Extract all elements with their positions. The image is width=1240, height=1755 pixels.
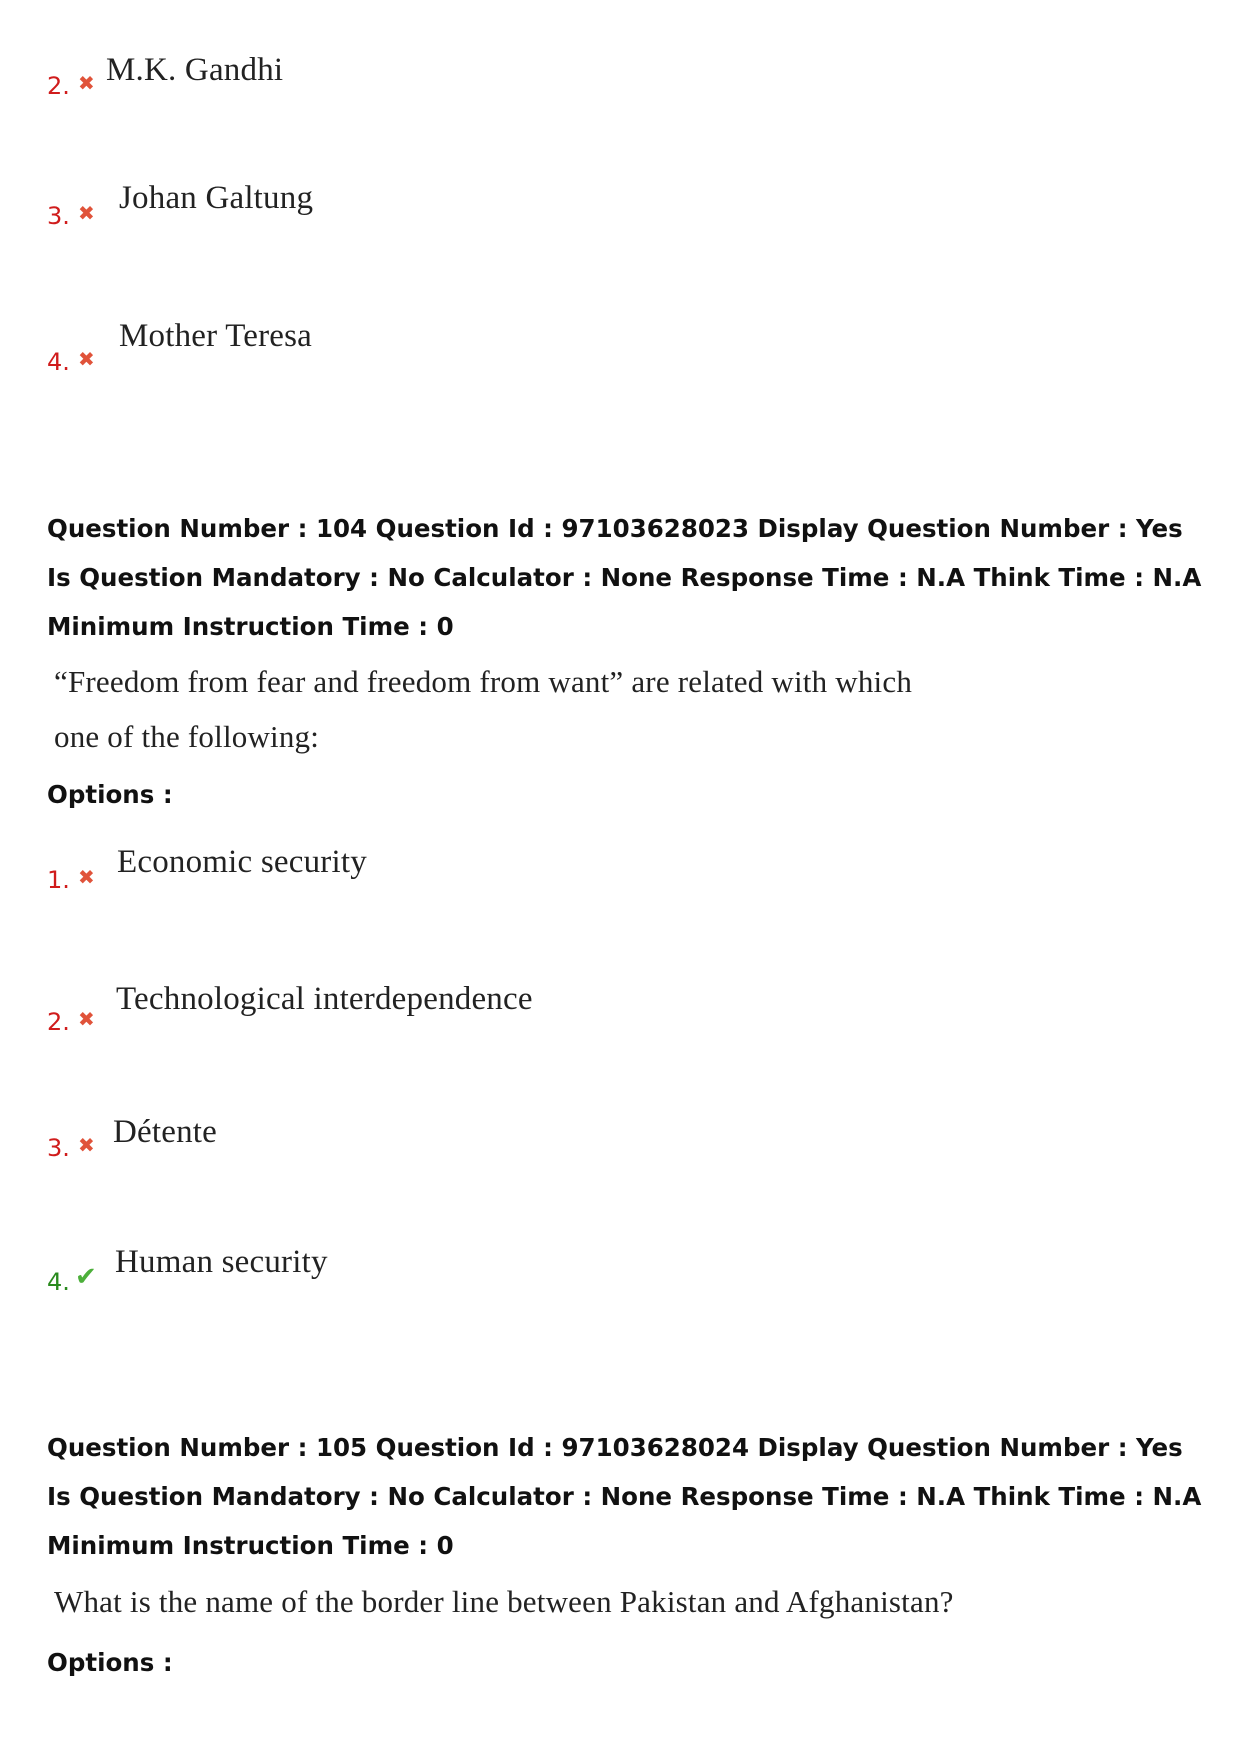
options-label-105: Options : — [47, 1648, 173, 1677]
option-number: 3. — [47, 202, 70, 230]
question-meta-105: Question Number : 105 Question Id : 97103628024 Display Question Number : Yes Is Question Mandatory : No Calculator : None Response Time : N.A Think Time : N.A Minimum Instruction Time : 0 — [47, 1433, 1202, 1560]
option-number: 2. — [47, 1008, 70, 1036]
option-text: Technological interdependence — [116, 981, 533, 1017]
options-label-104: Options : — [47, 780, 173, 809]
question-text-105: What is the name of the border line between Pakistan and Afghanistan? — [54, 1584, 954, 1619]
wrong-mark-icon: ✖ — [78, 1133, 95, 1157]
check-mark-icon: ✔ — [75, 1262, 97, 1292]
wrong-mark-icon: ✖ — [78, 1007, 95, 1031]
option-text: Détente — [113, 1114, 218, 1150]
question-meta-104: Question Number : 104 Question Id : 97103628023 Display Question Number : Yes Is Question Mandatory : No Calculator : None Response Time : N.A Think Time : N.A Minimum Instruction Time : 0 — [47, 514, 1202, 641]
option-text: Economic security — [117, 844, 367, 880]
option-number: 3. — [47, 1134, 70, 1162]
question-text-104: “Freedom from fear and freedom from want” are related with which one of the following: — [54, 664, 913, 754]
option-number: 2. — [47, 72, 70, 100]
option-text: M.K. Gandhi — [106, 52, 284, 88]
wrong-mark-icon: ✖ — [78, 347, 95, 371]
option-text: Johan Galtung — [119, 180, 314, 216]
option-number: 4. — [47, 348, 70, 376]
option-number: 1. — [47, 866, 70, 894]
wrong-mark-icon: ✖ — [78, 201, 95, 225]
option-text: Human security — [115, 1244, 328, 1280]
wrong-mark-icon: ✖ — [78, 865, 95, 889]
wrong-mark-icon: ✖ — [78, 71, 95, 95]
option-text: Mother Teresa — [119, 318, 313, 354]
option-number: 4. — [47, 1268, 70, 1296]
